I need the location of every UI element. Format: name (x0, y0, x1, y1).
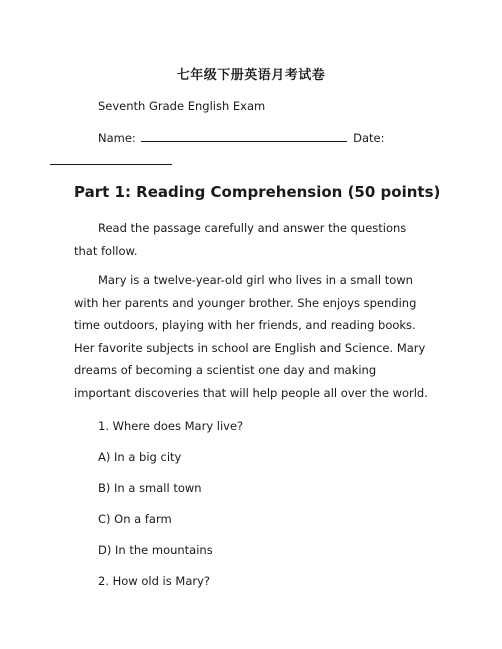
exam-title: 七年级下册英语月考试卷 (176, 68, 326, 83)
exam-subtitle: Seventh Grade English Exam (98, 99, 266, 113)
part1-heading: Part 1: Reading Comprehension (50 points) (74, 183, 441, 201)
date-label: Date: (353, 131, 385, 145)
option-b: B) In a small town (98, 481, 202, 495)
name-date-fields (74, 127, 430, 172)
question-1: 1. Where does Mary live? (98, 419, 244, 433)
date-blank (50, 154, 172, 165)
instruction-text: Read the passage carefully and answer the questions that follow. (74, 221, 407, 258)
option-c: C) On a farm (98, 512, 172, 526)
name-blank (141, 131, 347, 142)
question-2: 2. How old is Mary? (98, 574, 211, 588)
option-d: D) In the mountains (98, 543, 213, 557)
name-label: Name: (98, 131, 136, 145)
reading-passage: Mary is a twelve-year-old girl who lives in a small town with her parents and younger brother. She enjoys spending time outdoors, playing with her friends, and reading books. Her favorite subjects in school are English and Science. Mary dreams of becoming a scientist one day and making important discoveries that will help people all over the world. (74, 273, 428, 400)
option-a: A) In a big city (98, 450, 182, 464)
